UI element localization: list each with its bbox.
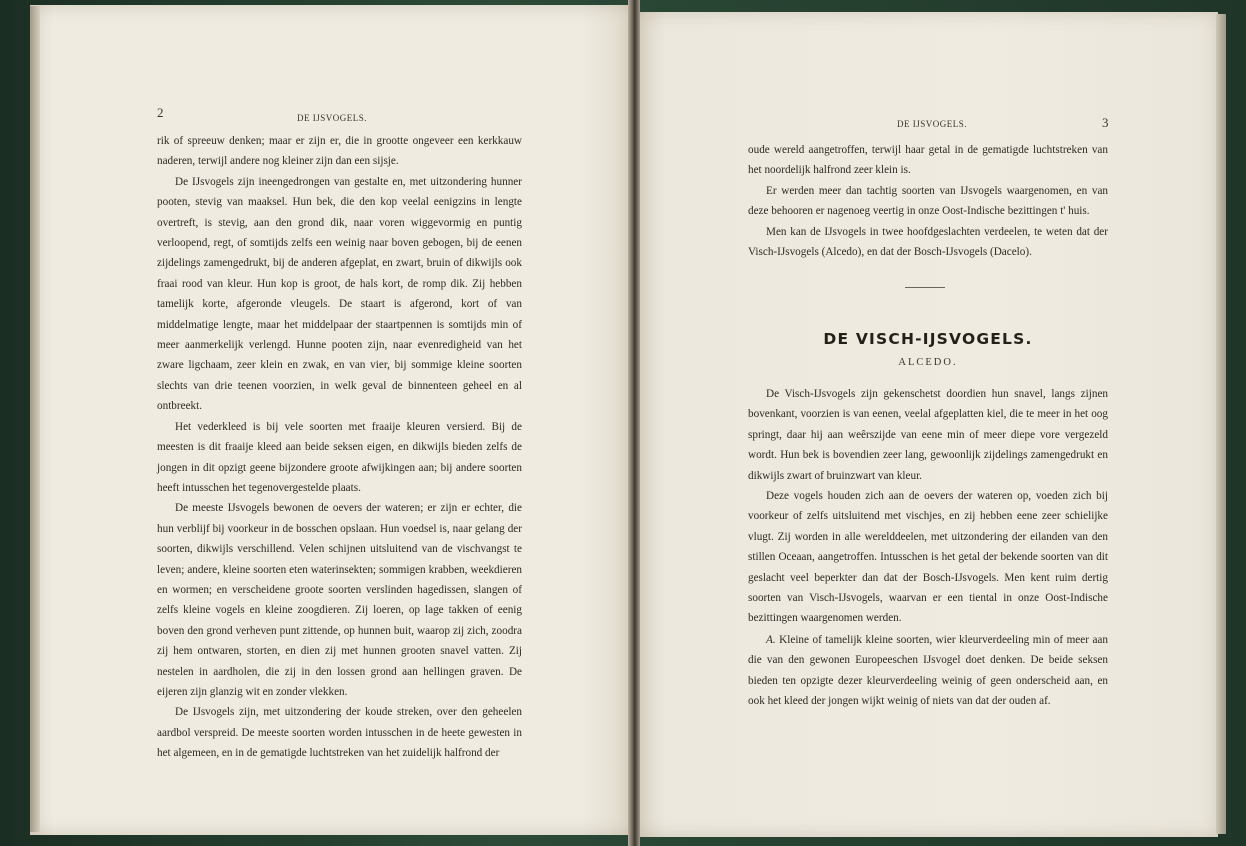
book-gutter: [628, 0, 640, 846]
page-edge-right: [1216, 14, 1226, 834]
paragraph: rik of spreeuw denken; maar er zijn er, die in grootte ongeveer een kerkkauw naderen, terwijl andere nog kleiner zijn dan een sijsje.: [157, 135, 522, 168]
paragraph: De IJsvogels zijn ineengedrongen van gestalte en, met uitzondering hunner pooten, stevig van maaksel. Hun bek, die den kop veelal eenigzins in lengte overtreft, is stevig, aan den grond dik, naar voren wiggevormig en puntig verloopend, regt, of somtijds zelfs een weinig naar boven gebogen, bij de eenen zijdelings zamengedrukt, bij de anderen afgeplat, en zwart, bruin of dikwijls ook fraai rood van kleur. Hun kop is groot, de hals kort, de romp dik. Zij hebben tamelijk korte, afgeronde vleugels. De staart is afgerond, kort of van middelmatige lengte, maar het middelpaar der staartpennen is somtijds min of meer aanmerkelijk verlengd. Hunne pooten zijn, naar evenredigheid van het zware ligchaam, zeer klein en zwak, en van vier, bij sommige kleine soorten slechts van drie teenen voorzien, in welk geval de binnenteen geheel en al ontbreekt.: [157, 175, 522, 413]
paragraph: De IJsvogels zijn, met uitzondering der koude streken, over den geheelen aardbol verspreid. De meeste soorten worden intusschen in de heete gewesten in het algemeen, en in de gematigde luchtstreken van het zuidelijk halfrond der: [157, 706, 522, 760]
page-number-left: 2: [157, 105, 164, 120]
paragraph: De Visch-IJsvogels zijn gekenschetst doordien hun snavel, langs zijnen bovenkant, voorzien is van eenen, veelal afgeplatten kiel, die te meer in het oog springt, daar hij aan weêrszijde van eene min of meer diepe vore vergezeld wordt. Hun bek is bovendien zeer lang, gewoonlijk zijdelings zamengedrukt en dikwijls zwart of bruinzwart van kleur.: [748, 388, 1108, 482]
section-title: DE VISCH-IJSVOGELS.: [823, 330, 1033, 348]
paragraph: Deze vogels houden zich aan de oevers der wateren op, voeden zich bij voorkeur of zelfs uitsluitend met vischjes, en zij hebben eene zeer schielijke vlugt. Zij worden in alle werelddeelen, met uitzondering der eilanden van den stillen Oceaan, aangetroffen. Intusschen is het getal der bekende soorten van dit geslacht veel beperkter dan dat der Bosch-IJsvogels. Men kent ruim dertig soorten van Visch-IJsvogels, waarvan er een tiental in onze Oost-Indische bezittingen waargenomen werden.: [748, 490, 1108, 625]
page-edge-left: [30, 6, 40, 832]
section-divider: [905, 287, 945, 288]
left-page: [30, 5, 630, 835]
left-page-body: [157, 131, 522, 764]
page-number-right: 3: [1102, 115, 1109, 130]
subsection-paragraph: [748, 630, 1108, 712]
running-head-right: DE IJSVOGELS.: [897, 119, 968, 129]
right-page: [637, 12, 1218, 837]
subsection-text: Kleine of tamelijk kleine soorten, wier kleurverdeeling min of meer aan die van den gewonen Europeeschen IJsvogel doet denken. De beide seksen bieden ten opzigte dezer kleurverdeeling weinig of geen onderscheid aan, en ook het kleed der jongen wijkt weinig of niets van dat der ouden af.: [748, 634, 1108, 708]
section-body: [748, 384, 1108, 629]
right-page-intro: [748, 140, 1108, 262]
paragraph: Het vederkleed is bij vele soorten met fraaije kleuren versierd. Bij de meesten is dit fraaije kleed aan beide seksen eigen, en dikwijls bieden zelfs de jongen in dit opzigt geene bijzondere groote afwijkingen aan; bij andere soorten heeft intusschen het tegenovergestelde plaats.: [157, 420, 522, 494]
paragraph: oude wereld aangetroffen, terwijl haar getal in de gematigde luchtstreken van het noordelijk halfrond zeer klein is.: [748, 144, 1108, 177]
paragraph: Er werden meer dan tachtig soorten van IJsvogels waargenomen, en van deze behooren er nagenoeg veertig in onze Oost-Indische bezittingen t' huis.: [748, 184, 1108, 218]
subsection-a: [748, 630, 1108, 712]
paragraph: De meeste IJsvogels bewonen de oevers der wateren; er zijn er echter, die hun verblijf bij voorkeur in de bosschen opslaan. Hun voedsel is, naar gelang der soorten, dikwijls verschillend. Velen schijnen uitsluitend van de vischvangst te leven; andere, kleine soorten eten waterinsekten; sommigen krabben, weekdieren en wormen; en verscheidene groote soorten verslinden hagedissen, slangen of zelfs kleine vogels en kleine zoogdieren. Zij loeren, op lage takken of eenig boven den grond verheven punt zittende, op hunnen buit, waarop zij zich, zoodra zij hem ontwaren, storten, en dien zij met hunnen grooten snavel vatten. Zij nestelen in aardholen, die zij in den lossen grond aan hellingen graven. De eijeren zijn glanzig wit en zonder vlekken.: [157, 502, 522, 698]
subsection-marker: A.: [766, 634, 776, 646]
section-subtitle: ALCEDO.: [898, 357, 958, 368]
running-head-left: DE IJSVOGELS.: [297, 113, 368, 123]
paragraph: Men kan de IJsvogels in twee hoofdgeslachten verdeelen, te weten dat der Visch-IJsvogels (Alcedo), en dat der Bosch-IJsvogels (Dacelo).: [748, 225, 1108, 259]
